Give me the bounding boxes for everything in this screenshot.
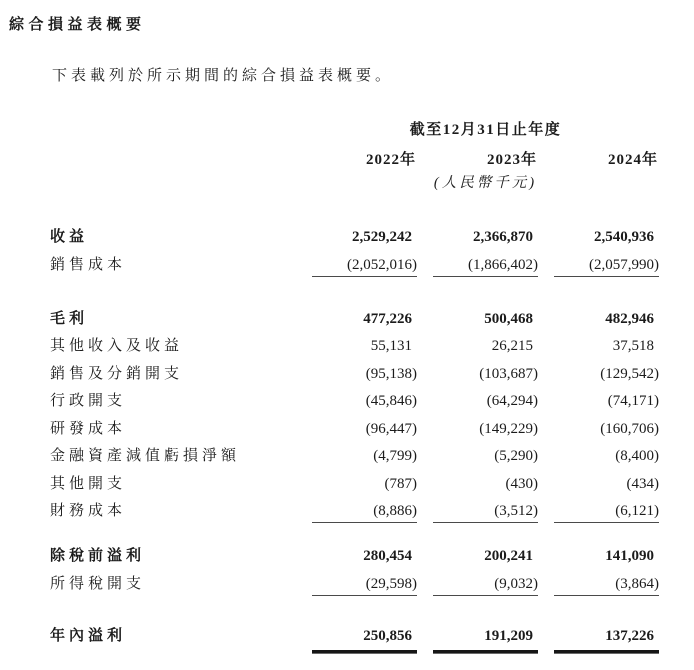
value-cell: 280,454 bbox=[363, 548, 412, 564]
row-label: 研發成本 bbox=[50, 420, 127, 437]
value-cell: 137,226 bbox=[605, 627, 654, 644]
rule-cell bbox=[433, 650, 538, 654]
row-label: 其他收入及收益 bbox=[50, 338, 184, 354]
value-cell: 2,366,870 bbox=[473, 229, 533, 245]
period-header: 截至12月31日止年度 bbox=[409, 122, 562, 138]
value-cell: (8,400) bbox=[615, 448, 659, 464]
table-header-years bbox=[50, 151, 659, 169]
value-cell: (74,171) bbox=[607, 393, 659, 409]
value-cell: 2,529,242 bbox=[352, 229, 412, 245]
value-cell: 26,215 bbox=[491, 338, 533, 354]
value-cell: 191,209 bbox=[484, 627, 533, 644]
value-cell: (149,229) bbox=[479, 420, 538, 437]
value-cell: (160,706) bbox=[600, 420, 659, 437]
row-label: 除稅前溢利 bbox=[50, 548, 146, 564]
rule-cell bbox=[554, 650, 659, 654]
value-cell: 250,856 bbox=[363, 627, 412, 644]
value-cell: (4,799) bbox=[373, 448, 417, 464]
table-row-finance-costs bbox=[50, 502, 659, 523]
value-cell: (3,864) bbox=[554, 575, 659, 596]
rule-cell bbox=[312, 650, 417, 654]
total-double-rule-row bbox=[50, 650, 659, 654]
table-row-rd-costs bbox=[50, 420, 659, 438]
page-title: 綜合損益表概要 bbox=[9, 17, 146, 33]
value-cell: (5,290) bbox=[494, 448, 538, 464]
value-cell: (103,687) bbox=[479, 365, 538, 382]
value-cell: (434) bbox=[626, 475, 659, 492]
table-row-admin-expenses bbox=[50, 392, 659, 410]
value-cell: (2,052,016) bbox=[312, 256, 417, 277]
value-cell: (96,447) bbox=[365, 420, 417, 437]
value-cell: 2,540,936 bbox=[594, 229, 654, 245]
value-cell: (787) bbox=[384, 475, 417, 492]
table-row-income-tax bbox=[50, 575, 659, 596]
row-label: 金融資產減值虧損淨額 bbox=[50, 448, 241, 464]
row-label: 收益 bbox=[50, 229, 89, 245]
table-row-revenue bbox=[50, 228, 659, 246]
row-label: 毛利 bbox=[50, 310, 89, 327]
table-row-other-expenses bbox=[50, 475, 659, 493]
row-label: 其他開支 bbox=[50, 475, 127, 492]
table-row-profit-before-tax bbox=[50, 547, 659, 565]
row-label: 銷售成本 bbox=[50, 256, 127, 273]
table-row-cost-of-sales bbox=[50, 256, 659, 277]
table-row-profit-for-year bbox=[50, 627, 659, 645]
year-column-header-2023: 2023年 bbox=[486, 152, 537, 168]
double-rule bbox=[433, 650, 538, 654]
table-row-gross-profit bbox=[50, 310, 659, 328]
table-row-impairment-losses bbox=[50, 447, 659, 465]
year-column-header-2022: 2022年 bbox=[365, 152, 416, 168]
double-rule bbox=[312, 650, 417, 654]
row-label: 銷售及分銷開支 bbox=[50, 365, 184, 382]
value-cell: 141,090 bbox=[605, 548, 654, 564]
value-cell: (64,294) bbox=[486, 393, 538, 409]
income-statement-table bbox=[50, 121, 659, 654]
value-cell: 37,518 bbox=[612, 338, 654, 354]
value-cell: 55,131 bbox=[370, 338, 412, 354]
row-label: 財務成本 bbox=[50, 503, 127, 519]
intro-text: 下表載列於所示期間的綜合損益表概要。 bbox=[52, 68, 395, 84]
value-cell: (3,512) bbox=[433, 502, 538, 523]
value-cell: (95,138) bbox=[365, 365, 417, 382]
value-cell: (9,032) bbox=[433, 575, 538, 596]
value-cell: 477,226 bbox=[363, 310, 412, 327]
row-label: 年內溢利 bbox=[50, 627, 127, 644]
unit-note: (人民幣千元) bbox=[433, 175, 538, 191]
year-column-header-2024: 2024年 bbox=[607, 152, 658, 168]
table-row-selling-expenses bbox=[50, 365, 659, 383]
value-cell: 500,468 bbox=[484, 310, 533, 327]
value-cell: (8,886) bbox=[312, 502, 417, 523]
value-cell: (29,598) bbox=[312, 575, 417, 596]
row-label: 行政開支 bbox=[50, 393, 127, 409]
value-cell: 482,946 bbox=[605, 310, 654, 327]
value-cell: 200,241 bbox=[484, 548, 533, 564]
table-header-period bbox=[50, 121, 659, 139]
value-cell: (2,057,990) bbox=[554, 256, 659, 277]
value-cell: (45,846) bbox=[365, 393, 417, 409]
value-cell: (430) bbox=[505, 475, 538, 492]
table-row-other-income bbox=[50, 337, 659, 355]
table-header-unit bbox=[50, 174, 659, 192]
value-cell: (6,121) bbox=[554, 502, 659, 523]
double-rule bbox=[554, 650, 659, 654]
value-cell: (1,866,402) bbox=[433, 256, 538, 277]
value-cell: (129,542) bbox=[600, 365, 659, 382]
row-label: 所得稅開支 bbox=[50, 575, 146, 592]
